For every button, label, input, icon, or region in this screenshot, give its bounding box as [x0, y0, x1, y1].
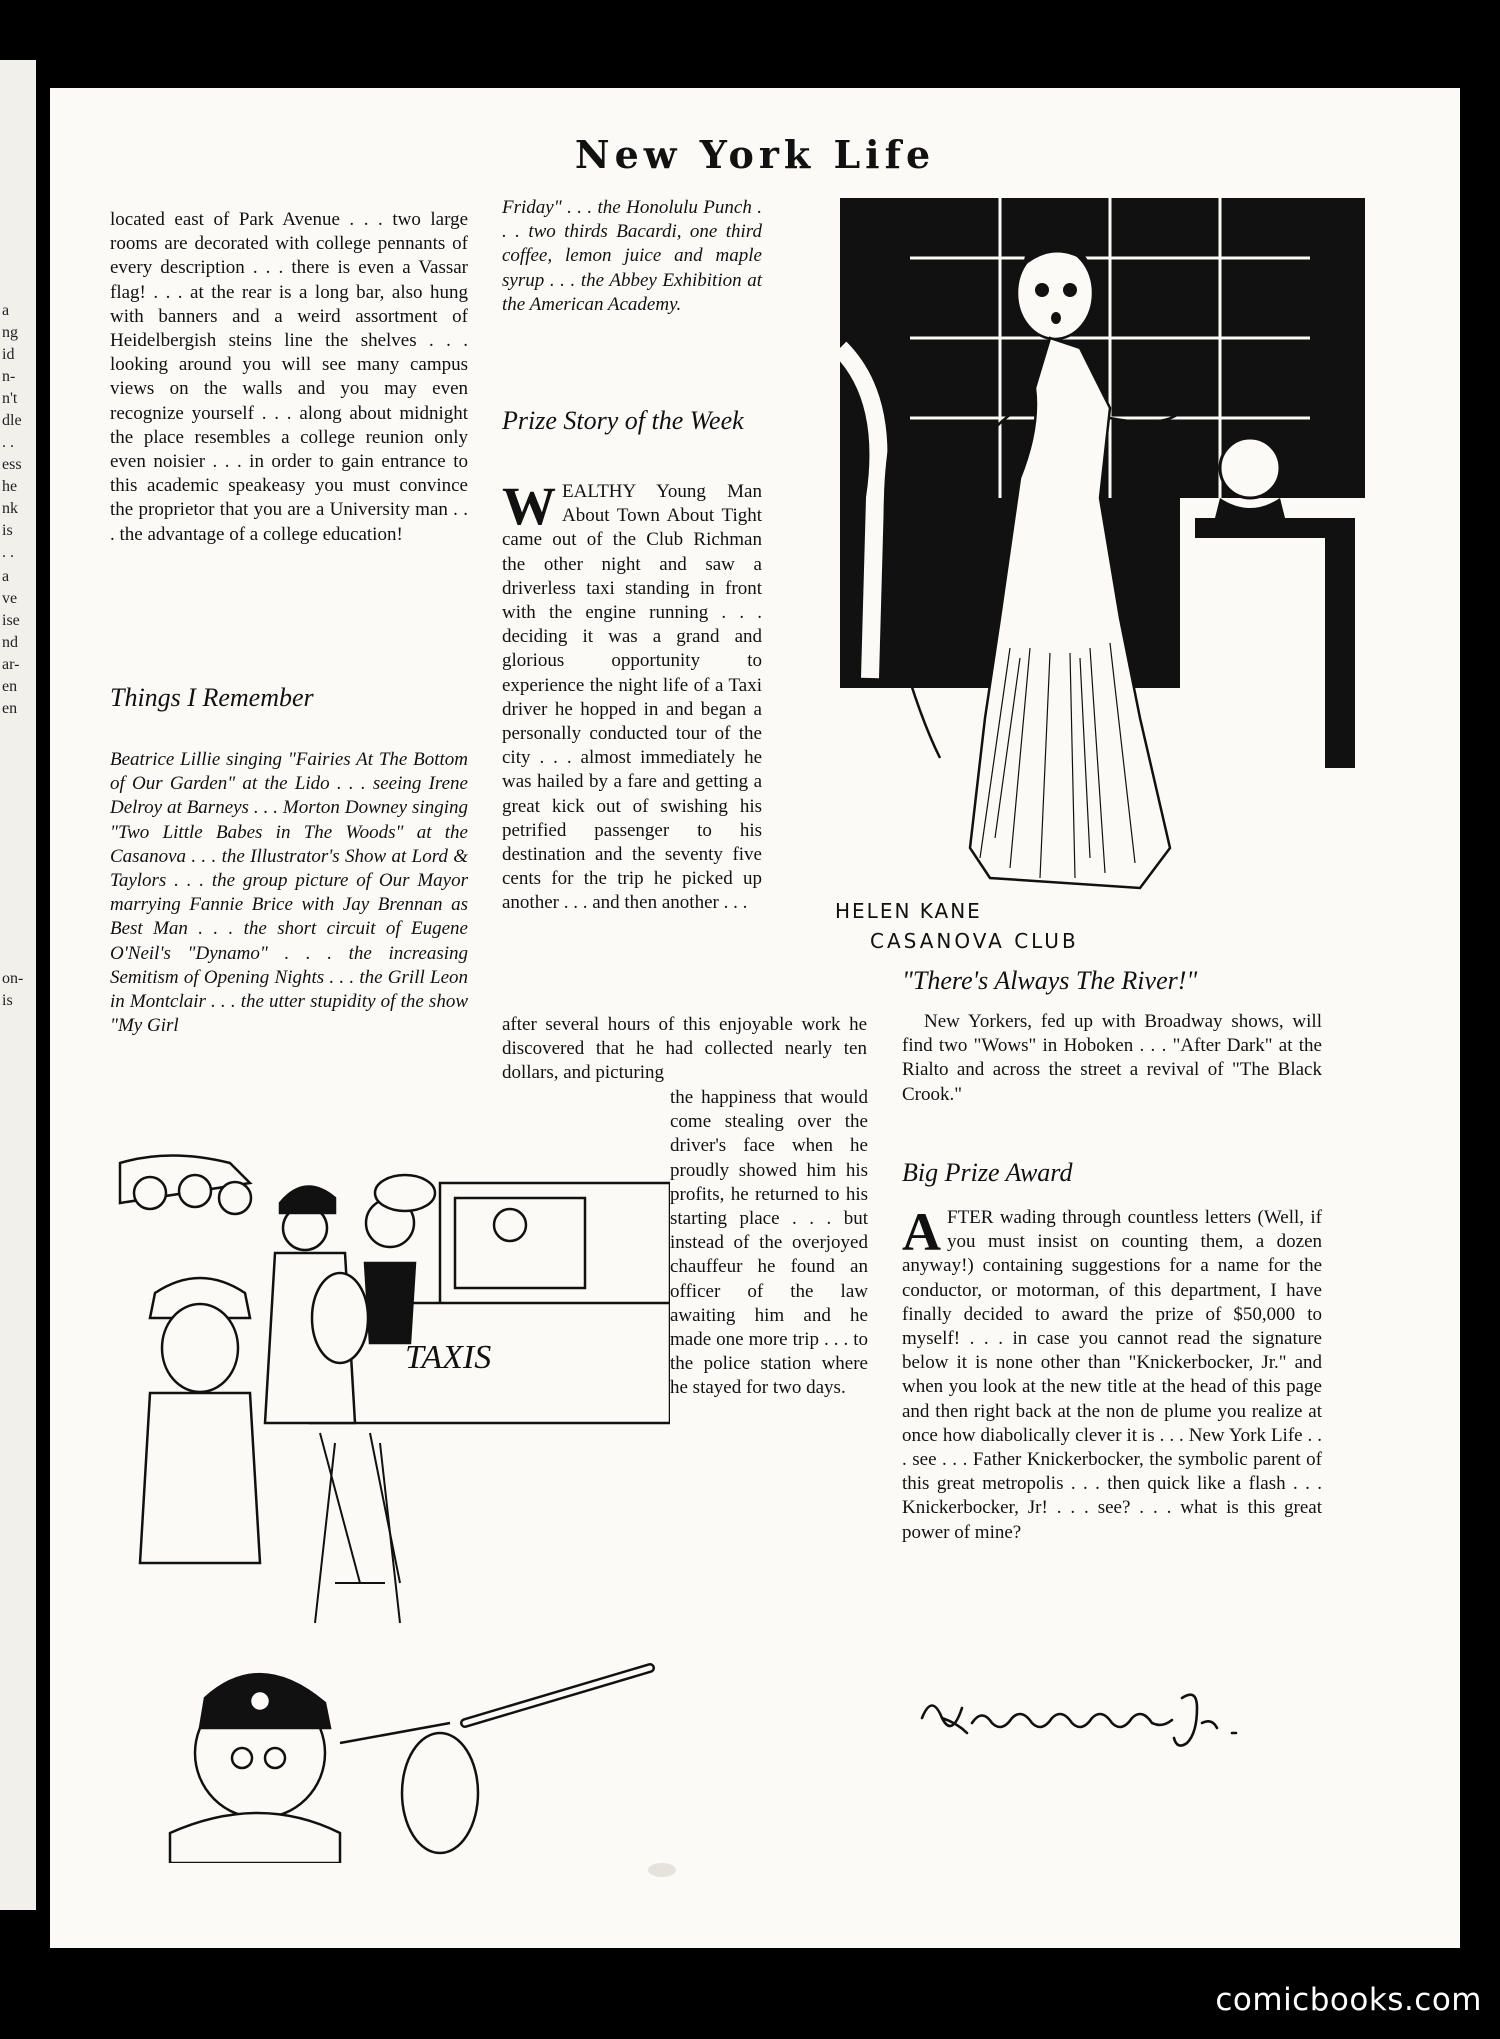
strip-fragment: n't [2, 390, 18, 407]
things-i-remember-heading: Things I Remember [110, 683, 314, 712]
prize-story-wide-text [502, 1013, 867, 1086]
strip-fragment: nd [2, 634, 18, 651]
smudge-mark [642, 1858, 682, 1882]
strip-fragment: he [2, 478, 18, 495]
things-i-remember-text [110, 748, 468, 1038]
prize-story-narrow-text [670, 1086, 868, 1401]
big-prize-body: FTER wading through countless letters (Well, if you must insist on counting them, a dozen anyway!) containing suggestions for a name for the conductor, or motorman, of this department, I have finally decided to award the prize of $50,000 to myself! . . . in case you cannot read the signature below it is none other than "Knickerbocker, Jr." and when you look at the new title at the head of this page and then right back at the non de plume you realize at once how diabolically clever it is . . . New York Life . . . see . . . Father Knickerbocker, the symbolic parent of this great metropolis . . . then quick like a flash . . . Knickerbocker, Jr! . . . see? . . . what is this great power of mine? [902, 1207, 1322, 1543]
strip-fragment: ess [2, 456, 22, 473]
things-i-remember-body: Beatrice Lillie singing "Fairies At The Bottom of Our Garden" at the Lido . . . seeing Irene Delroy at Barneys . . . Morton Downey singing "Two Little Babes in The Woods" at the Casanova . . . the Illustrator's Show at Lord & Taylors . . . the group picture of Our Mayor marrying Fannie Brice with Jay Brennan as Best Man . . . the short circuit of Eugene O'Neil's "Dynamo" . . . the increasing Semitism of Opening Nights . . . the Grill Leon in Montclair . . . the utter stupidity of the show "My Girl [110, 749, 468, 1037]
strip-fragment: en [2, 678, 18, 695]
strip-fragment: . . [2, 434, 14, 451]
river-text [902, 1010, 1322, 1107]
drop-cap-a: A [902, 1202, 941, 1262]
honolulu-punch-text: Friday" . . . the Honolulu Punch . . . two thirds Bacardi, one third coffee, lemon juice and maple syrup . . . the Abbey Exhibition at the American Academy. [502, 197, 762, 315]
strip-fragment: nk [2, 500, 18, 517]
strip-fragment: ar- [2, 656, 20, 673]
strip-fragment: a [2, 568, 10, 585]
helen-kane-illustration [780, 198, 1380, 988]
caption-casanova-club: CASANOVA CLUB [870, 929, 1079, 953]
strip-fragment: en [2, 700, 18, 717]
strip-fragment: a [2, 302, 10, 319]
big-prize-heading: Big Prize Award [902, 1158, 1073, 1187]
taxi-sign-text: TAXIS [405, 1339, 492, 1376]
column-middle-top [502, 196, 762, 317]
strip-fragment: id [2, 346, 15, 363]
prize-story-narrow-body: the happiness that would come stealing over the driver's face when he proudly showed him his profits, he returned to his starting place . . . but instead of the overjoyed chauffeur he found an officer of the law awaiting him and he made one more trip . . . to the police station where he stayed for two days. [670, 1087, 868, 1399]
strip-fragment: is [2, 522, 13, 539]
drop-cap-w: W [502, 476, 556, 536]
strip-fragment: ise [2, 612, 20, 629]
taxi-scene-illustration [110, 1143, 670, 1863]
prize-story-heading: Prize Story of the Week [502, 406, 744, 435]
big-prize-text [902, 1202, 1322, 1545]
magazine-page [50, 88, 1460, 1948]
strip-fragment: ng [2, 324, 18, 341]
strip-fragment: on- [2, 970, 24, 987]
knickerbocker-signature [912, 1678, 1312, 1758]
college-bar-text: located east of Park Avenue . . . two large rooms are decorated with college pennants of every description . . . there is even a Vassar flag! . . . at the rear is a long bar, also hung with banners and a weird assortment of Heidelbergish steins line the shelves . . . looking around you will see many campus views on the walls and you may even recognize yourself . . . along about midnight the place resembles a college reunion only even noisier . . . in order to gain entrance to this academic speakeasy you must convince the proprietor that you are a University man . . . the advantage of a college education! [110, 209, 468, 545]
strip-fragment: . . [2, 544, 14, 561]
watermark-text: comicbooks.com [1215, 1982, 1482, 2018]
prize-story-text [502, 476, 762, 916]
caption-helen-kane: HELEN KANE [835, 899, 982, 923]
strip-fragment: ve [2, 590, 18, 607]
prize-story-wide-body: after several hours of this enjoyable work he discovered that he had collected nearly ten dollars, and picturing [502, 1014, 867, 1084]
adjacent-page-strip [0, 60, 36, 1910]
strip-fragment: n- [2, 368, 16, 385]
river-body: New Yorkers, fed up with Broadway shows, will find two "Wows" in Hoboken . . . "After Dark" at the Rialto and across the street a revival of "The Black Crook." [902, 1011, 1322, 1105]
river-heading: "There's Always The River!" [902, 966, 1198, 995]
strip-fragment: is [2, 992, 13, 1009]
page-title: New York Life [574, 132, 936, 177]
prize-story-body: EALTHY Young Man About Town About Tight came out of the Club Richman the other night and saw a driverless taxi standing in front with the engine running . . . deciding it was a grand and glorious opportunity to experience the night life of a Taxi driver he hopped in and began a personally conducted tour of the city . . . almost immediately he was hailed by a fare and getting a great kick out of swishing his petrified passenger to his destination and the seventy five cents for the trip he picked up another . . . and then another . . . [502, 481, 762, 914]
strip-fragment: dle [2, 412, 22, 429]
column-left [110, 208, 468, 547]
